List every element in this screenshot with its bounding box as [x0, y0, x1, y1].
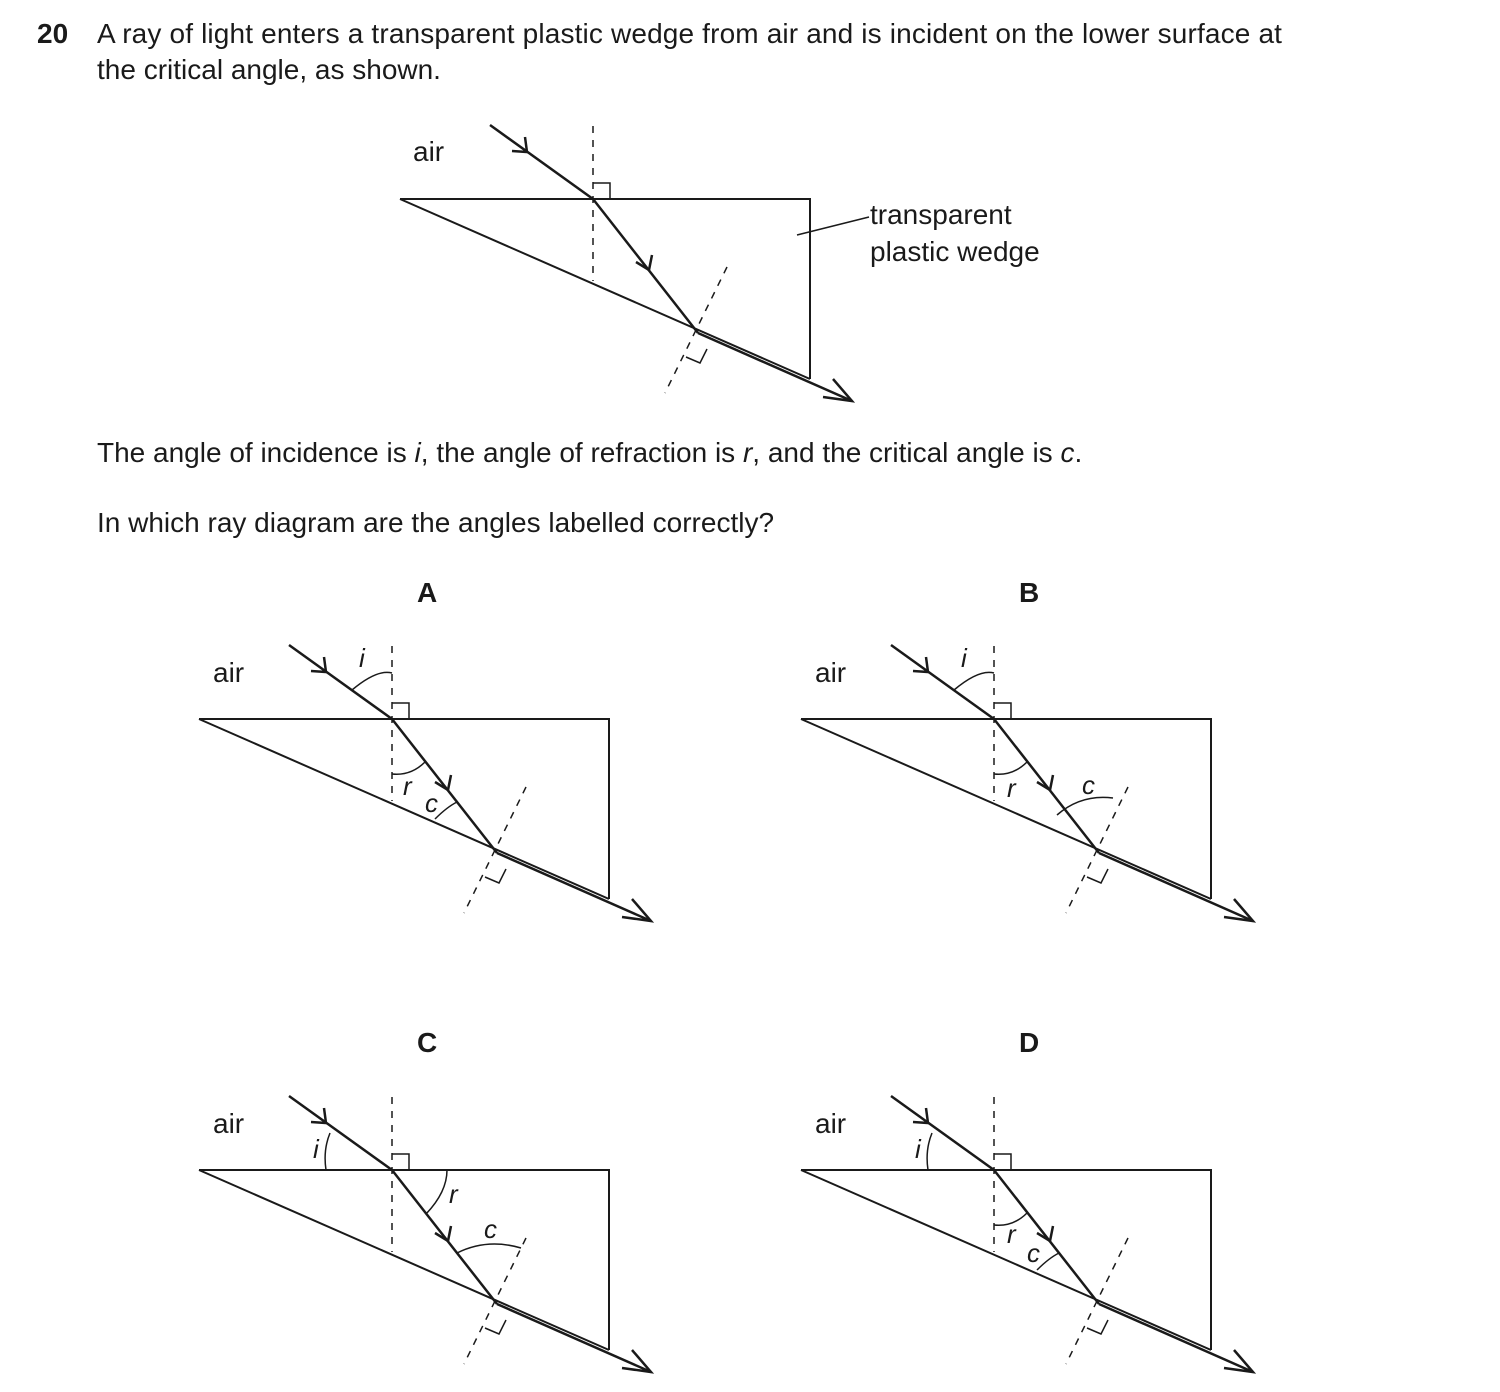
option-d-air-label: air	[815, 1108, 847, 1139]
option-a-air-label: air	[213, 657, 245, 688]
wedge-label-line2: plastic wedge	[870, 236, 1040, 267]
option-a-angle-c: c	[425, 788, 438, 818]
wedge-label-line1: transparent	[870, 199, 1012, 230]
option-c-diagram	[199, 1096, 651, 1372]
option-b-air-label: air	[815, 657, 847, 688]
option-a-arc-c	[435, 802, 457, 819]
question-text-line1: A ray of light enters a transparent plastic wedge from air and is incident on the lower surface at	[97, 18, 1283, 49]
option-c-air-label: air	[213, 1108, 245, 1139]
option-a-angle-r: r	[403, 771, 412, 801]
option-d-arc-c	[1037, 1253, 1059, 1270]
main-air-label: air	[413, 136, 445, 167]
angle-definitions: The angle of incidence is i, the angle of refraction is r, and the critical angle is c.	[97, 437, 1083, 468]
option-d-arc-i	[927, 1133, 932, 1170]
option-c-arc-r	[426, 1170, 447, 1214]
main-wedge-diagram	[400, 125, 1040, 401]
question-number: 20	[37, 18, 69, 49]
option-a-arc-i	[352, 672, 392, 690]
question-text-line2: the critical angle, as shown.	[97, 54, 441, 85]
option-c-angle-i: i	[313, 1134, 319, 1164]
option-c-angle-r: r	[449, 1179, 458, 1209]
option-b-diagram	[801, 643, 1253, 921]
symbol-c: c	[1060, 437, 1075, 468]
option-a-diagram	[199, 643, 651, 921]
option-a-angle-i: i	[359, 643, 365, 673]
option-b-arc-c	[1057, 797, 1113, 815]
option-b-angle-r: r	[1007, 773, 1016, 803]
option-b-angle-c: c	[1082, 770, 1095, 800]
option-b-label: B	[1019, 577, 1040, 608]
option-a-label: A	[417, 577, 438, 608]
option-d-angle-i: i	[915, 1134, 921, 1164]
option-b-angle-i: i	[961, 643, 967, 673]
symbol-r: r	[742, 437, 753, 468]
option-c-angle-c: c	[484, 1214, 497, 1244]
option-d-angle-r: r	[1007, 1219, 1016, 1249]
option-c-arc-c	[457, 1244, 521, 1253]
option-d-angle-c: c	[1027, 1238, 1040, 1268]
question-prompt: In which ray diagram are the angles labelled correctly?	[97, 507, 775, 538]
symbol-i: i	[414, 437, 421, 468]
wedge-label-leader	[797, 217, 869, 235]
option-c-arc-i	[325, 1133, 330, 1170]
option-b-arc-i	[954, 672, 994, 690]
option-d-label: D	[1019, 1027, 1040, 1058]
option-d-diagram	[801, 1096, 1253, 1372]
option-c-label: C	[417, 1027, 438, 1058]
